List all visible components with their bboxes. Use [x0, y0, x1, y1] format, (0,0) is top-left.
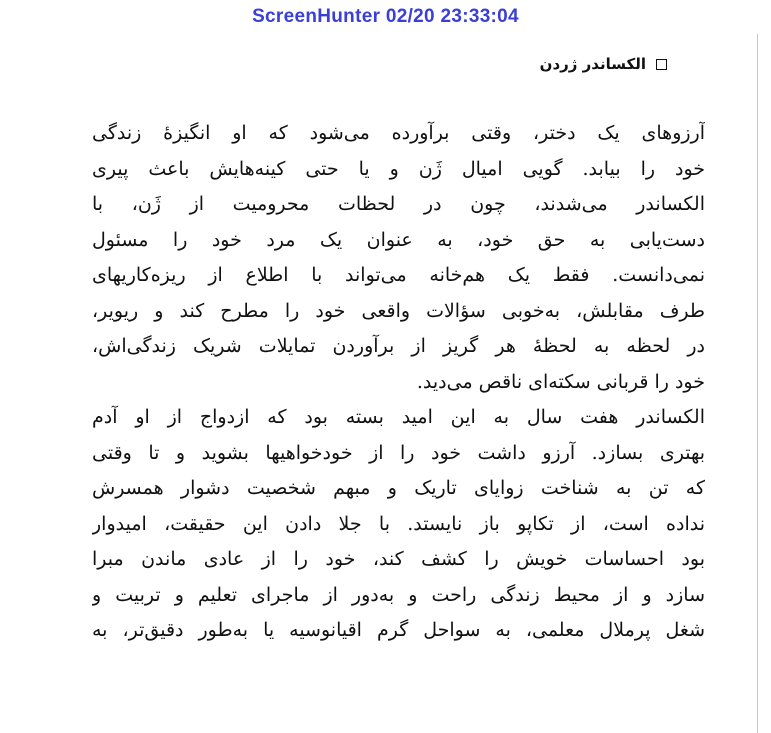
section-heading — [540, 55, 667, 73]
text-line: خود را بیابد. گویی امیال ژَن و یا حتی کینه‌هایش باعث پیری — [92, 157, 705, 180]
text-line: سازد و از محیط زندگی راحت و به‌دور از ماجرای تعلیم و تربیت و — [92, 583, 705, 606]
text-line: شغل پرملال معلمی، به سواحل گرم اقیانوسیه یا به‌طور دقیق‌تر، به — [92, 619, 705, 641]
text-line: بهتری بسازد. آرزو داشت خود را از خودخواهیها بشوید و تا وقتی — [92, 441, 705, 464]
section-title: الکساندر ژردن — [539, 55, 646, 73]
text-line: طرف مقابلش، به‌خوبی سؤالات واقعی خود را مطرح کند و ریویر، — [92, 299, 705, 322]
body-paragraphs — [92, 116, 705, 649]
text-line: آرزوهای یک دختر، وقتی برآورده می‌شود که او انگیزهٔ زندگی — [92, 122, 705, 144]
text-line: خود را قربانی سکته‌ای ناقص می‌دید. — [416, 370, 705, 393]
text-line: دست‌یابی به حق خود، به عنوان یک مرد خود را مسئول — [92, 228, 705, 251]
text-line: نداده است، از تکاپو باز نایستد. با جلا دادن این حقیقت، امیدوار — [92, 512, 705, 535]
screenshot-timestamp-banner: ScreenHunter 02/20 23:33:04 — [252, 6, 519, 27]
text-line: که تن به شناخت زوایای تاریک و مبهم شخصیت دشوار همسرش — [92, 477, 705, 499]
text-line: نمی‌دانست. فقط یک هم‌خانه می‌تواند با اطلاع از ریزه‌کاریهای — [92, 264, 705, 286]
text-line: الکساندر هفت سال به این امید بسته بود که ازدواج از او آدم — [92, 406, 705, 428]
text-line: الکساندر می‌شدند، چون در لحظات محرومیت از ژَن، با — [92, 193, 705, 215]
square-outline-icon — [656, 59, 667, 70]
text-line: در لحظه به لحظهٔ هر گریز از برآوردن تمایلات شریک زندگی‌اش، — [92, 335, 705, 357]
text-line: بود احساسات خویش را کشف کند، خود را از عادی ماندن مبرا — [92, 548, 705, 570]
page-edge-divider — [757, 34, 758, 733]
